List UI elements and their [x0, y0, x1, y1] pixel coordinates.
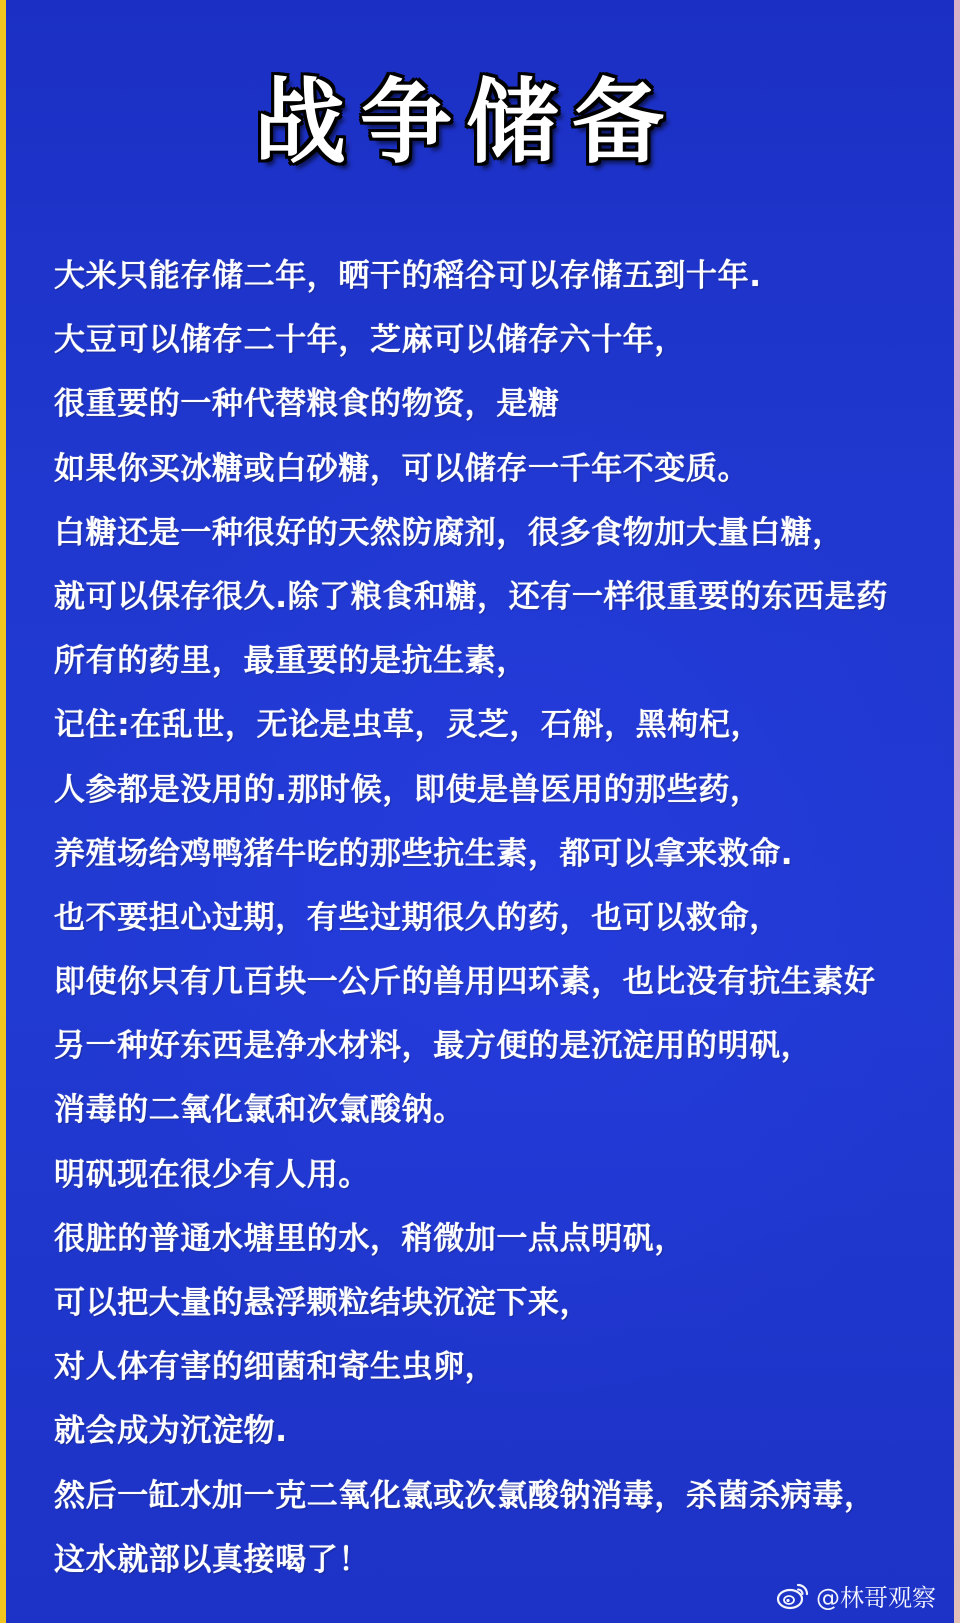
text-line: 即使你只有几百块一公斤的兽用四环素，也比没有抗生素好 — [54, 964, 876, 1001]
text-line: 就可以保存很久.除了粮食和糖，还有一样很重要的东西是药 — [54, 578, 888, 615]
text-line: 对人体有害的细菌和寄生虫卵， — [54, 1349, 497, 1386]
watermark — [776, 1578, 936, 1613]
text-line: 很脏的普通水塘里的水，稍微加一点点明矾， — [54, 1220, 686, 1257]
text-line: 另一种好东西是净水材料，最方便的是沉淀用的明矾， — [54, 1028, 813, 1065]
text-line: 大豆可以储存二十年，芝麻可以储存六十年， — [54, 322, 686, 359]
poster-panel — [6, 0, 954, 1623]
text-line: 养殖场给鸡鸭猪牛吃的那些抗生素，都可以拿来救命. — [54, 835, 794, 872]
text-line: 可以把大量的悬浮颗粒结块沉淀下来， — [54, 1285, 592, 1321]
text-line: 很重要的一种代替粮食的物资，是糖 — [54, 386, 560, 423]
text-line: 就会成为沉淀物. — [54, 1413, 288, 1450]
text-line: 消毒的二氧化氯和次氯酸钠。 — [54, 1092, 465, 1129]
text-line: 记住:在乱世，无论是虫草，灵芝，石斛，黑枸杞， — [54, 707, 763, 744]
body-text — [54, 244, 954, 1592]
text-line: 白糖还是一种很好的天然防腐剂，很多食物加大量白糖， — [54, 514, 844, 551]
weibo-icon — [776, 1582, 810, 1610]
text-line: 然后一缸水加一克二氧化氯或次氯酸钠消毒，杀菌杀病毒， — [54, 1477, 876, 1514]
text-line: 如果你买冰糖或白砂糖，可以储存一千年不变质。 — [54, 450, 750, 487]
text-line: 也不要担心过期，有些过期很久的药，也可以救命， — [54, 899, 781, 936]
text-line: 人参都是没用的.那时候，即使是兽医用的那些药， — [54, 771, 762, 808]
text-line: 大米只能存储二年，晒干的稻谷可以存储五到十年. — [54, 258, 762, 294]
text-line: 这水就部以真接喝了！ — [54, 1541, 370, 1578]
poster-title: 战争储备 — [253, 69, 678, 176]
watermark-text: @林哥观察 — [816, 1584, 936, 1612]
right-edge-strip — [954, 0, 960, 1623]
text-line: 所有的药里，最重要的是抗生素， — [54, 643, 528, 680]
text-line: 明矾现在很少有人用。 — [54, 1156, 370, 1193]
